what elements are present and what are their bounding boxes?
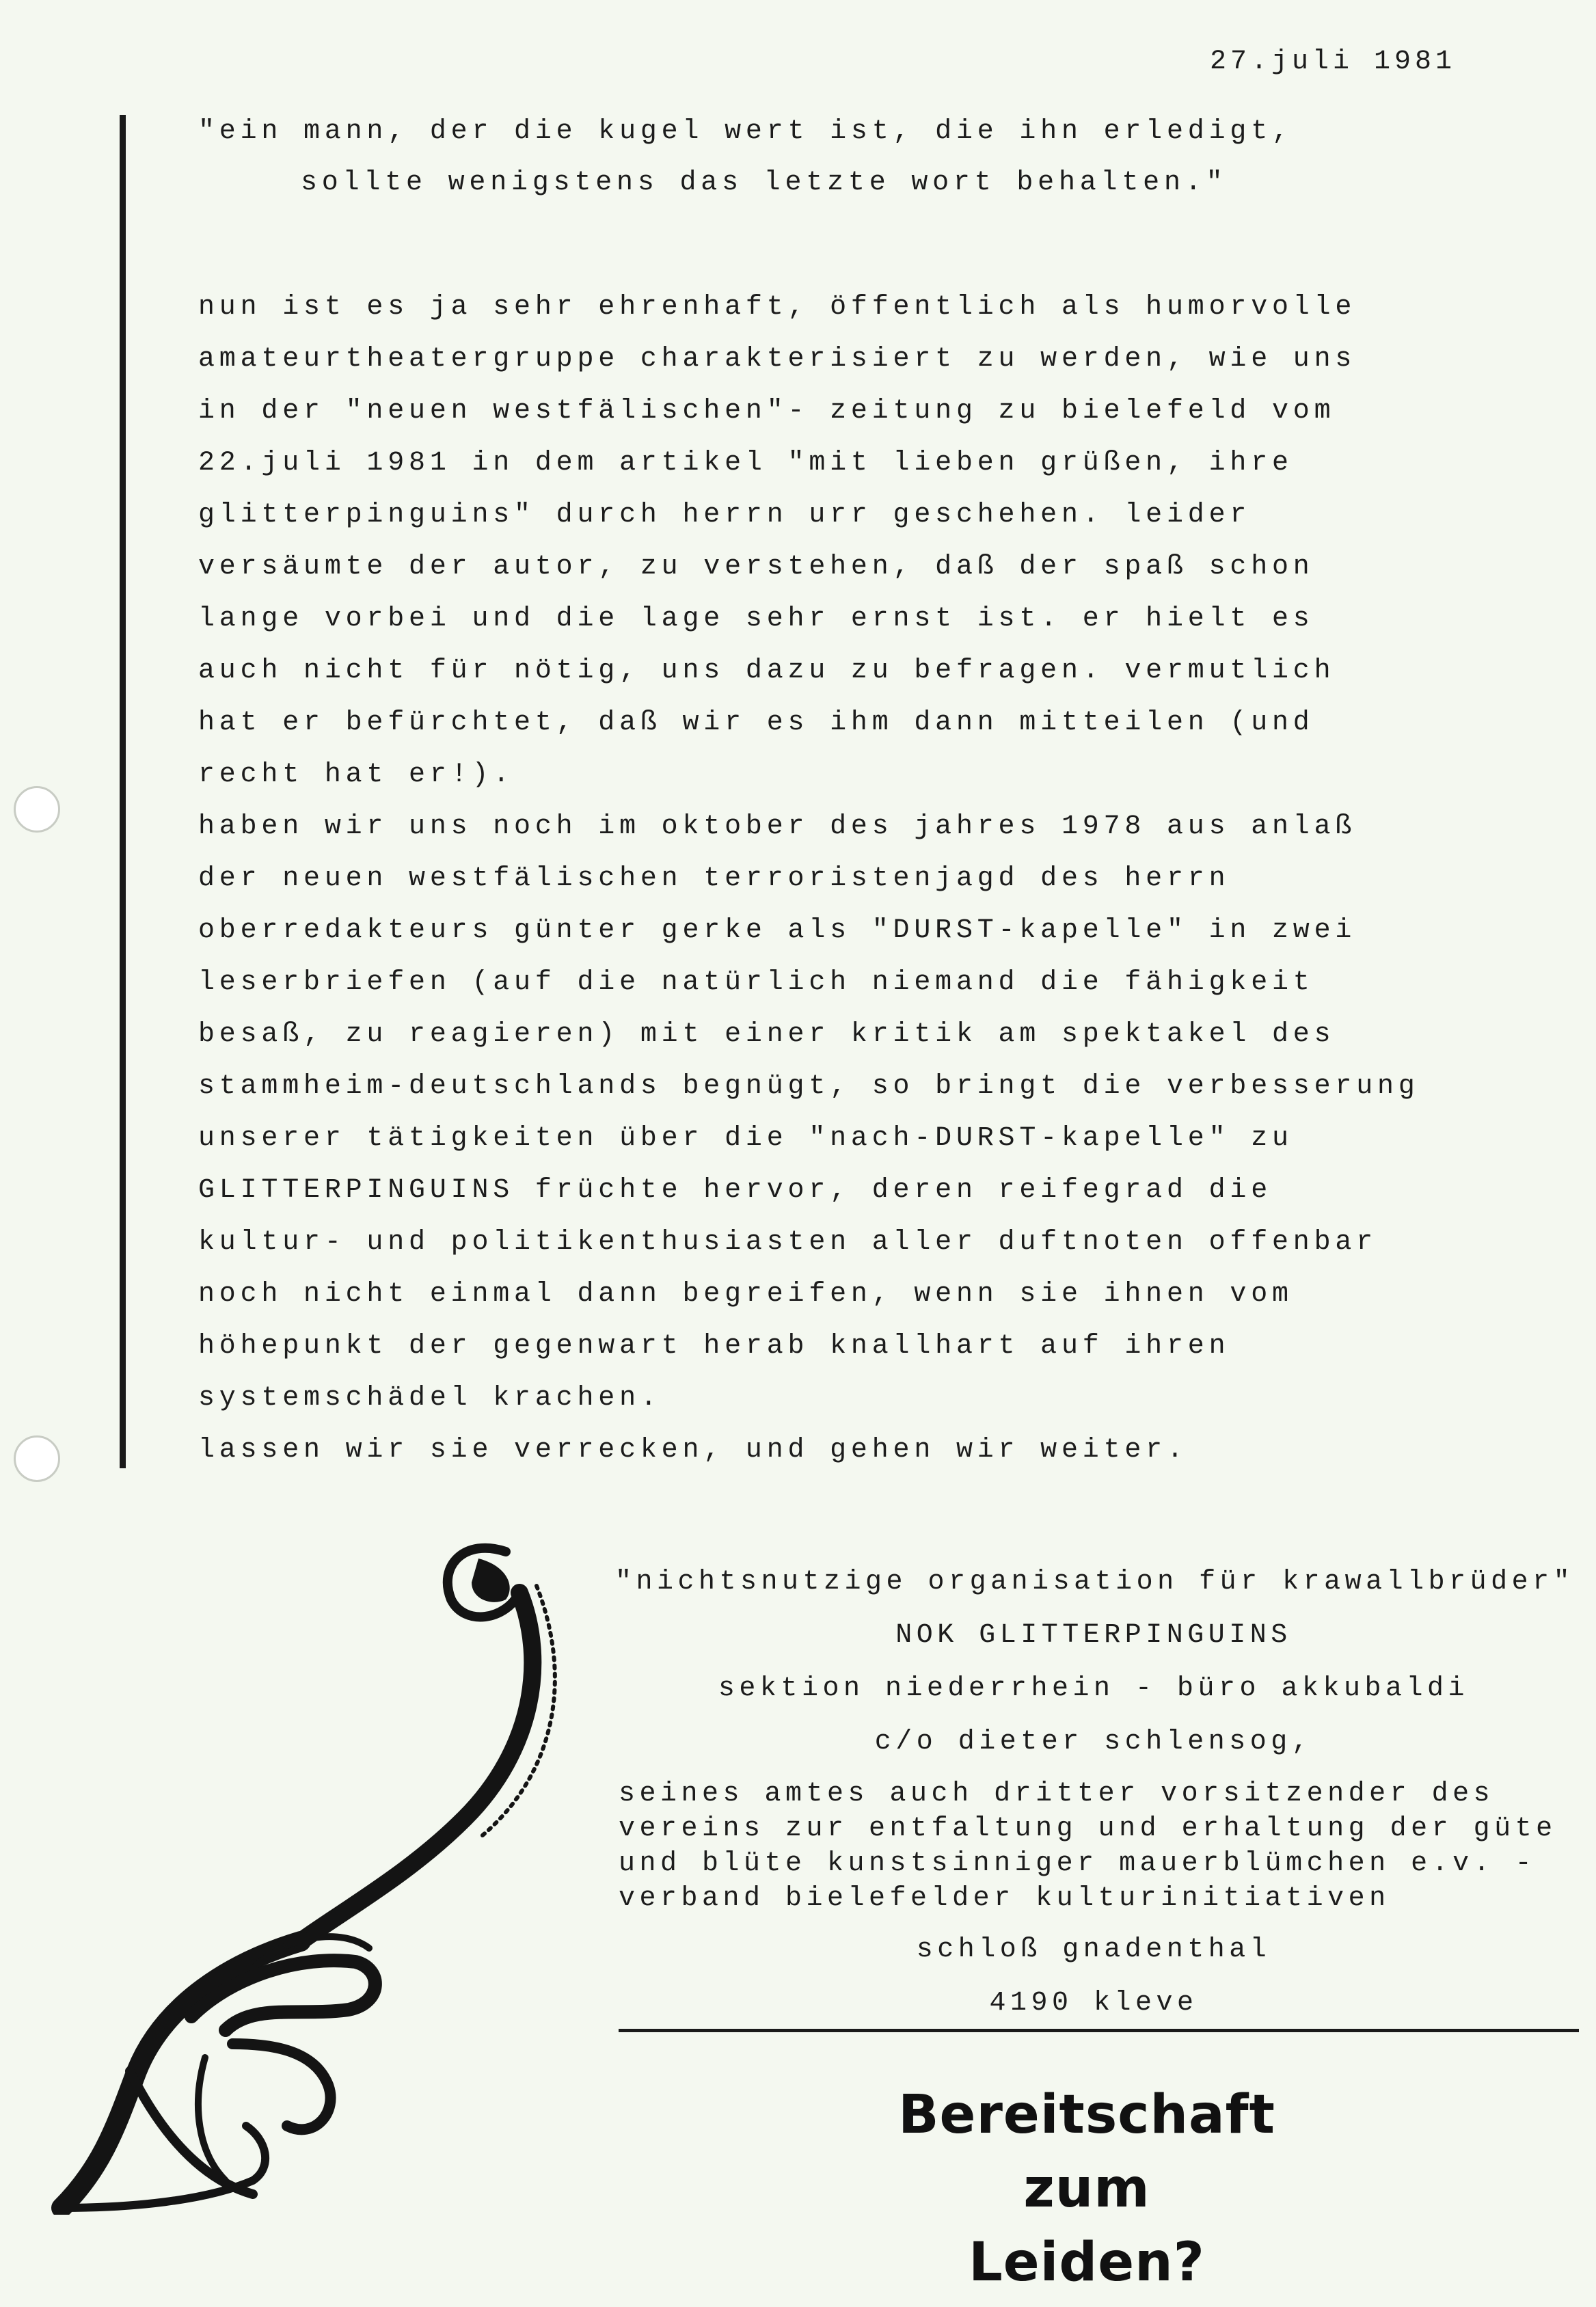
- body-line: auch nicht für nötig, uns dazu zu befragen. vermutlich: [198, 656, 1336, 686]
- office-line: und blüte kunstsinniger mauerblümchen e.v. -: [619, 1848, 1537, 1879]
- body-line: 22.juli 1981 in dem artikel "mit lieben grüßen, ihre: [198, 448, 1293, 478]
- body-line: lassen wir sie verrecken, und gehen wir weiter.: [198, 1435, 1188, 1466]
- body-line: haben wir uns noch im oktober des jahres 1978 aus anlaß: [198, 811, 1357, 842]
- body-line: kultur- und politikenthusiasten aller duftnoten offenbar: [198, 1227, 1378, 1258]
- epigraph-line-1: "ein mann, der die kugel wert ist, die ihn erledigt,: [198, 116, 1293, 147]
- body-line: oberredakteurs günter gerke als "DURST-kapelle" in zwei: [198, 915, 1357, 946]
- headline-line: zum: [1023, 2158, 1150, 2220]
- headline-line: Leiden?: [969, 2232, 1205, 2293]
- care-of: c/o dieter schlensog,: [874, 1727, 1313, 1757]
- address-divider: [619, 2029, 1579, 2032]
- body-line: in der "neuen westfälischen"- zeitung zu bielefeld vom: [198, 396, 1336, 427]
- office-line: vereins zur entfaltung und erhaltung der güte: [619, 1813, 1557, 1844]
- punch-hole-upper: [14, 786, 60, 833]
- body-line: systemschädel krachen.: [198, 1383, 662, 1414]
- body-line: recht hat er!).: [198, 759, 515, 790]
- scorpion-tail-ornament-icon: [27, 1524, 601, 2215]
- body-line: nun ist es ja sehr ehrenhaft, öffentlich als humorvolle: [198, 292, 1357, 323]
- document-date: 27.juli 1981: [1210, 46, 1457, 77]
- headline-line: Bereitschaft: [898, 2084, 1275, 2146]
- body-line: unserer tätigkeiten über die "nach-DURST-kapelle" zu: [198, 1123, 1293, 1154]
- body-line: stammheim-deutschlands begnügt, so bringt die verbesserung: [198, 1071, 1420, 1102]
- body-line: noch nicht einmal dann begreifen, wenn sie ihnen vom: [198, 1279, 1293, 1310]
- body-line: lange vorbei und die lage sehr ernst ist. er hielt es: [198, 604, 1314, 634]
- margin-rule: [120, 115, 126, 1468]
- body-line: GLITTERPINGUINS früchte hervor, deren reifegrad die: [198, 1175, 1272, 1206]
- address-city: 4190 kleve: [989, 1988, 1198, 2019]
- office-line: verband bielefelder kulturinitiativen: [619, 1883, 1390, 1914]
- body-line: besaß, zu reagieren) mit einer kritik am spektakel des: [198, 1019, 1336, 1050]
- org-quote: "nichtsnutzige organisation für krawallbrüder": [615, 1567, 1575, 1597]
- punch-hole-lower: [14, 1435, 60, 1482]
- org-section: sektion niederrhein - büro akkubaldi: [718, 1673, 1470, 1704]
- address-street: schloß gnadenthal: [916, 1934, 1271, 1965]
- body-line: der neuen westfälischen terroristenjagd des herrn: [198, 863, 1230, 894]
- headline: [848, 2078, 1326, 2299]
- body-line: höhepunkt der gegenwart herab knallhart auf ihren: [198, 1331, 1230, 1362]
- body-line: amateurtheatergruppe charakterisiert zu werden, wie uns: [198, 344, 1357, 375]
- epigraph-line-2: sollte wenigstens das letzte wort behalten.": [301, 167, 1228, 198]
- body-line: glitterpinguins" durch herrn urr geschehen. leider: [198, 500, 1252, 530]
- body-line: hat er befürchtet, daß wir es ihm dann mitteilen (und: [198, 707, 1314, 738]
- body-line: versäumte der autor, zu verstehen, daß der spaß schon: [198, 552, 1314, 582]
- office-line: seines amtes auch dritter vorsitzender des: [619, 1779, 1495, 1809]
- org-name: NOK GLITTERPINGUINS: [895, 1620, 1292, 1651]
- letter-body: [198, 282, 1420, 1476]
- body-line: leserbriefen (auf die natürlich niemand die fähigkeit: [198, 967, 1314, 998]
